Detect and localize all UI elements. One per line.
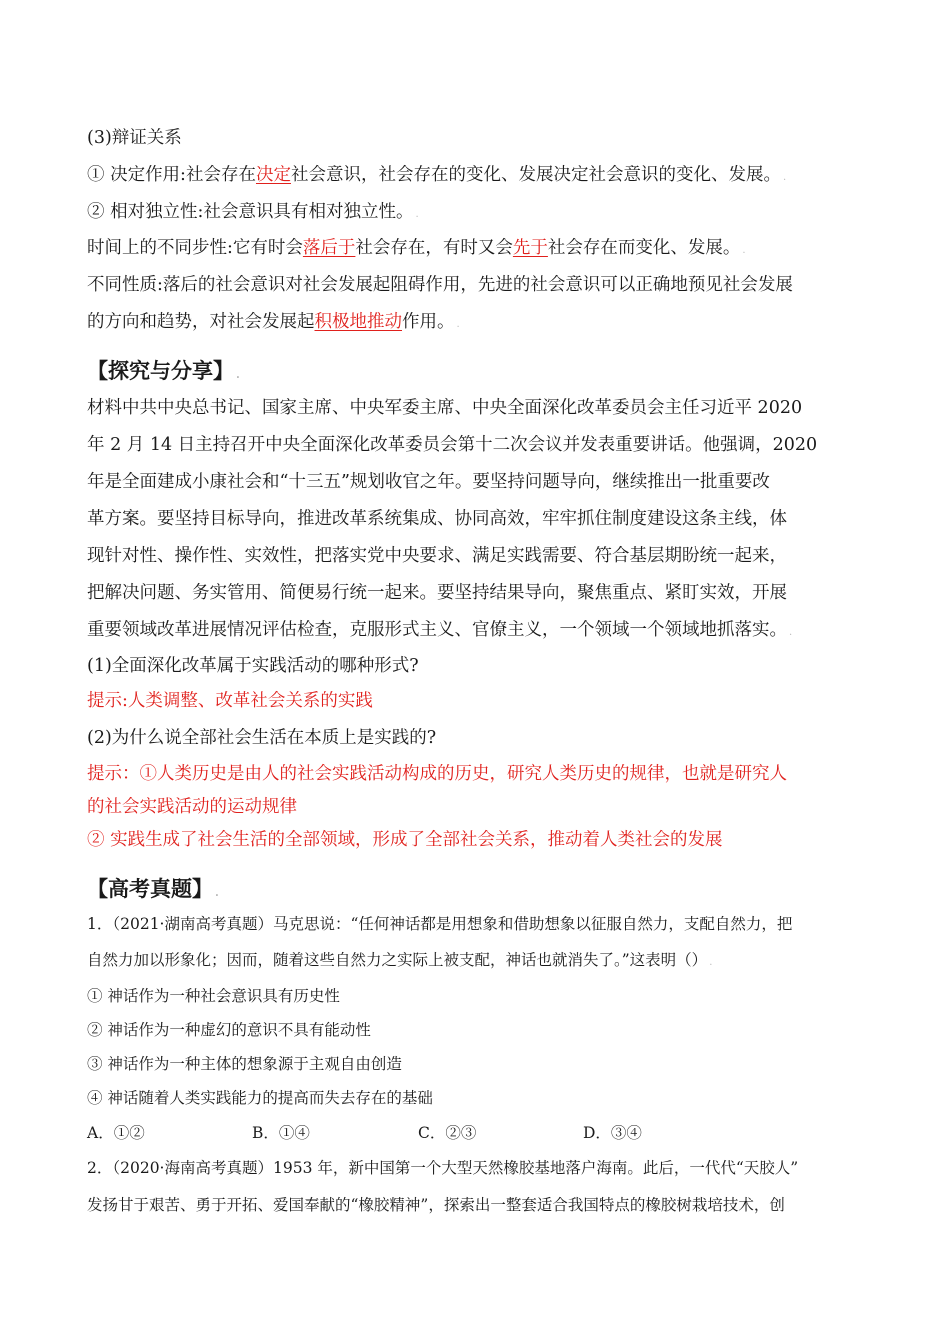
- text-segment: 社会存在而变化、发展。: [547, 238, 741, 258]
- material-paragraph-line: 重要领域改革进展情况评估检查，克服形式主义、官僚主义，一个领域一个领域地抓落实。 .: [87, 620, 793, 640]
- hint-1: 提示:人类调整、改革社会关系的实践: [87, 691, 373, 711]
- relative-independence-line: ② 相对独立性:社会意识具有相对独立性。 .: [87, 202, 419, 222]
- text-segment: 重要领域改革进展情况评估检查，克服形式主义、官僚主义，一个领域一个领域地抓落实。: [87, 620, 787, 640]
- exam-question-2-line-1: 2．（2020·海南高考真题）1953 年，新中国第一个大型天然橡胶基地落户海南。此后，一代代“天胶人”: [87, 1159, 799, 1177]
- different-nature-line-2: 的方向和趋势，对社会发展起积极地推动作用。 .: [87, 312, 460, 332]
- material-paragraph-line: 革方案。要坚持目标导向，推进改革系统集成、协同高效，牢牢抓住制度建设这条主线，体: [87, 509, 787, 529]
- statement-item: ④ 神话随着人类实践能力的提高而失去存在的基础: [87, 1089, 433, 1107]
- section-title: (3)辩证关系: [87, 128, 182, 148]
- fill-blank-answer: 先于: [512, 238, 548, 258]
- hint-2-line-1: 提示：①人类历史是由人的社会实践活动构成的历史，研究人类历史的规律，也就是研究人: [87, 764, 787, 784]
- text-segment: 时间上的不同步性:它有时会: [87, 238, 303, 258]
- question-1: (1)全面深化改革属于实践活动的哪种形式?: [87, 656, 419, 676]
- statement-item: ① 神话作为一种社会意识具有历史性: [87, 987, 340, 1005]
- answer-option-b: B．①④: [252, 1124, 310, 1142]
- text-segment: 社会意识，社会存在的变化、发展决定社会意识的变化、发展。: [290, 165, 781, 185]
- asynchrony-line: 时间上的不同步性:它有时会落后于社会存在，有时又会先于社会存在而变化、发展。 .: [87, 238, 746, 258]
- exam-question-1-line-2: 自然力加以形象化；因而，随着这些自然力之实际上被支配，神话也就消失了。”这表明（） .: [87, 951, 713, 969]
- material-paragraph-line: 现针对性、操作性、实效性，把落实党中央要求、满足实践需要、符合基层期盼统一起来，: [87, 546, 787, 566]
- different-nature-line-1: 不同性质:落后的社会意识对社会发展起阻碍作用，先进的社会意识可以正确地预见社会发展: [87, 275, 793, 295]
- hint-2-line-3: ② 实践生成了社会生活的全部领域，形成了全部社会关系，推动着人类社会的发展: [87, 830, 723, 850]
- material-paragraph-line: 材料中共中央总书记、国家主席、中央军委主席、中央全面深化改革委员会主任习近平 2020: [87, 398, 803, 418]
- text-segment: 作用。: [402, 312, 455, 332]
- exam-heading: 【高考真题】 .: [87, 877, 219, 901]
- statement-item: ③ 神话作为一种主体的想象源于主观自由创造: [87, 1055, 402, 1073]
- fill-blank-answer: 积极地推动: [314, 312, 402, 332]
- question-2: (2)为什么说全部社会生活在本质上是实践的?: [87, 728, 437, 748]
- exam-question-2-line-2: 发扬甘于艰苦、勇于开拓、爱国奉献的“橡胶精神”，探索出一整套适合我国特点的橡胶树栽培技术，创: [87, 1196, 785, 1214]
- material-paragraph-line: 年是全面建成小康社会和“十三五”规划收官之年。要坚持问题导向，继续推出一批重要改: [87, 472, 770, 492]
- fill-blank-answer: 决定: [255, 165, 291, 185]
- hint-2-line-2: 的社会实践活动的运动规律: [87, 797, 297, 817]
- text-segment: ① 决定作用:社会存在: [87, 165, 256, 185]
- heading-text: 【探究与分享】: [87, 359, 234, 383]
- explore-heading: 【探究与分享】 .: [87, 359, 240, 383]
- material-paragraph-line: 把解决问题、务实管用、简便易行统一起来。要坚持结果导向，聚焦重点、紧盯实效，开展: [87, 583, 787, 603]
- decisive-role-line: ① 决定作用:社会存在决定社会意识，社会存在的变化、发展决定社会意识的变化、发展。 .: [87, 165, 787, 185]
- text-segment: 自然力加以形象化；因而，随着这些自然力之实际上被支配，神话也就消失了。”这表明（）: [87, 951, 708, 969]
- answer-option-c: C．②③: [418, 1124, 477, 1142]
- answer-option-a: A．①②: [87, 1124, 145, 1142]
- text-segment: 的方向和趋势，对社会发展起: [87, 312, 315, 332]
- material-paragraph-line: 年 2 月 14 日主持召开中央全面深化改革委员会第十二次会议并发表重要讲话。他强调，2020: [87, 435, 818, 455]
- fill-blank-answer: 落后于: [302, 238, 356, 258]
- text-segment: 社会存在，有时又会: [355, 238, 513, 258]
- heading-text: 【高考真题】: [87, 877, 213, 901]
- exam-question-1-line-1: 1．（2021·湖南高考真题）马克思说：“任何神话都是用想象和借助想象以征服自然力，支配自然力，把: [87, 915, 793, 933]
- statement-item: ② 神话作为一种虚幻的意识不具有能动性: [87, 1021, 371, 1039]
- text-segment: ② 相对独立性:社会意识具有相对独立性。: [87, 202, 414, 222]
- answer-option-d: D．③④: [583, 1124, 642, 1142]
